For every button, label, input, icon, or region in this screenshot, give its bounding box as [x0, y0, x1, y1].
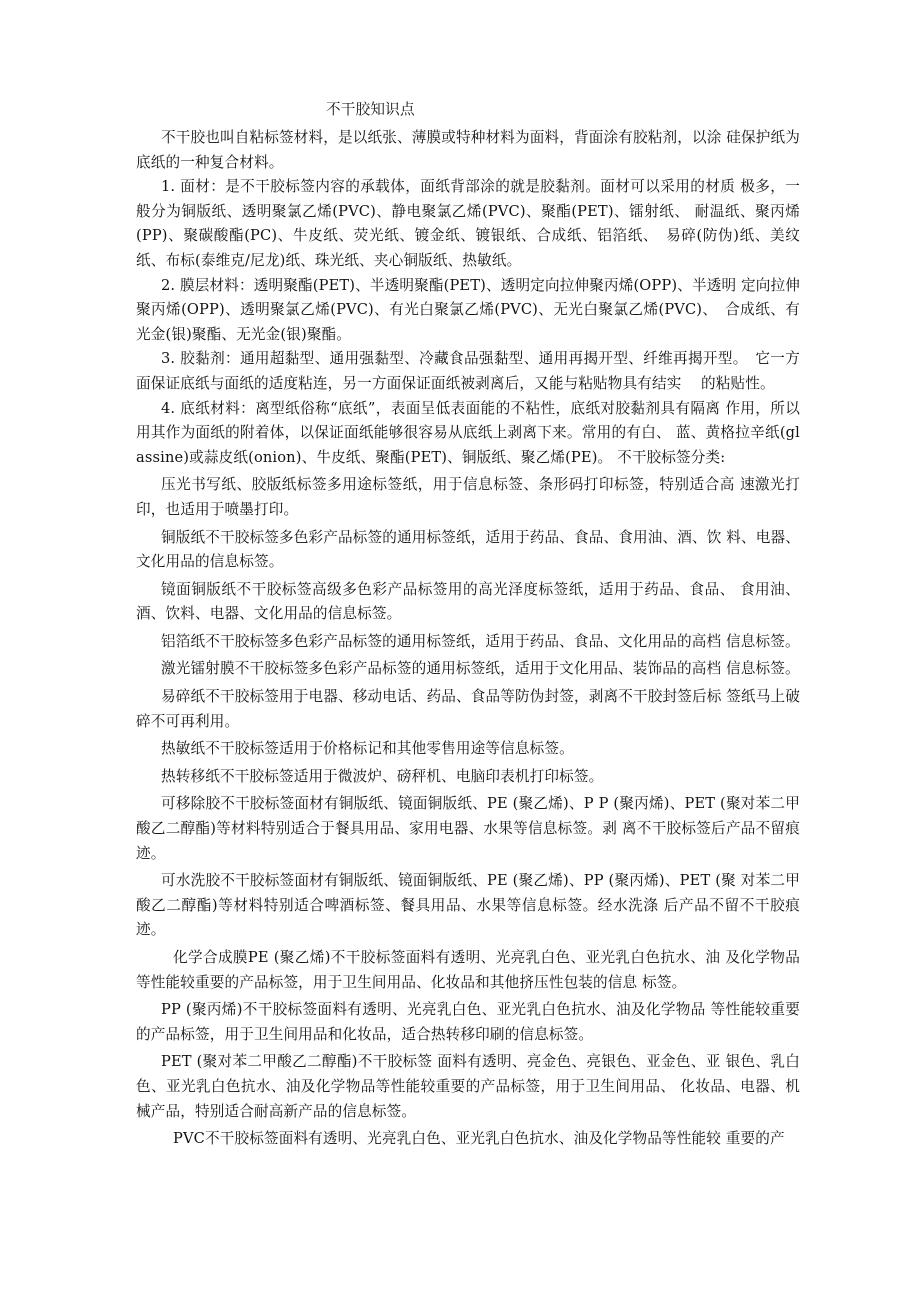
- paragraph-pvc-label: PVC不干胶标签面料有透明、光亮乳白色、亚光乳白色抗水、油及化学物品等性能较 重要的产: [173, 1130, 785, 1148]
- document-page: [136, 98, 800, 1152]
- paragraph-removable-label: 可移除胶不干胶标签面材有铜版纸、镜面铜版纸、PE (聚乙烯)、P P (聚丙烯)、PET (聚对苯二甲酸乙二醇酯)等材料特别适合于餐具用品、家用电器、水果等信息标签。剥 离不干胶标签后产品不留痕迹。: [136, 795, 800, 862]
- paragraph-fragile-label: 易碎纸不干胶标签用于电器、移动电话、药品、食品等防伪封签，剥离不干胶封签后标 签纸马上破碎不可再利用。: [136, 688, 800, 730]
- paragraph-thermal-label: 热敏纸不干胶标签适用于价格标记和其他零售用途等信息标签。: [161, 740, 574, 758]
- paragraph-laser-film-label: 激光镭射膜不干胶标签多色彩产品标签的通用标签纸，适用于文化用品、装饰品的高档 信息标签。: [161, 660, 800, 678]
- paragraph-coated-paper-label: 铜版纸不干胶标签多色彩产品标签的通用标签纸，适用于药品、食品、食用油、酒、饮 料、电器、文化用品的信息标签。: [136, 528, 800, 571]
- paragraph-film-material: 2. 膜层材料：透明聚酯(PET)、半透明聚酯(PET)、透明定向拉伸聚丙烯(OPP)、半透明 定向拉伸聚丙烯(OPP)、透明聚氯乙烯(PVC)、有光白聚氯乙烯(PVC)、无光白聚氯乙烯(PVC)、 合成纸、有光金(银)聚酯、无光金(银)聚酯。: [136, 276, 800, 343]
- paragraph-foil-label: 铝箔纸不干胶标签多色彩产品标签的通用标签纸，适用于药品、食品、文化用品的高档 信息标签。: [161, 632, 800, 650]
- paragraph-pe-label: 化学合成膜PE (聚乙烯)不干胶标签面料有透明、光亮乳白色、亚光乳白色抗水、油 及化学物品等性能较重要的产品标签，用于卫生间用品、化妆品和其他挤压性包装的信息 标签。: [136, 949, 800, 991]
- paragraph-thermal-transfer-label: 热转移纸不干胶标签适用于微波炉、磅秤机、电脑印表机打印标签。: [161, 767, 604, 785]
- paragraph-pet-label: PET (聚对苯二甲酸乙二醇酯)不干胶标签 面料有透明、亮金色、亮银色、亚金色、亚 银色、乳白色、亚光乳白色抗水、油及化学物品等性能较重要的产品标签，用于卫生间用品、 化妆品、电器、机械产品，特别适合耐高新产品的信息标签。: [136, 1053, 800, 1120]
- paragraph-adhesive: 3. 胶黏剂：通用超黏型、通用强黏型、冷藏食品强黏型、通用再揭开型、纤维再揭开型。 它一方面保证底纸与面纸的适度粘连，另一方面保证面纸被剥离后，又能与粘贴物具有结实 的粘贴性。: [136, 350, 800, 392]
- paragraph-washable-label: 可水洗胶不干胶标签面材有铜版纸、镜面铜版纸、PE (聚乙烯)、PP (聚丙烯)、PET (聚 对苯二甲酸乙二醇酯)等材料特别适合啤酒标签、餐具用品、水果等信息标签。经水洗涤 后产品不留不干胶痕迹。: [136, 872, 800, 939]
- paragraph-intro: 不干胶也叫自粘标签材料，是以纸张、薄膜或特种材料为面料，背面涂有胶粘剂，以涂 硅保护纸为底纸的一种复合材料。: [136, 129, 800, 171]
- paragraph-face-material: 1. 面材：是不干胶标签内容的承载体，面纸背部涂的就是胶黏剂。面材可以采用的材质 极多，一般分为铜版纸、透明聚氯乙烯(PVC)、静电聚氯乙烯(PVC)、聚酯(PET)、镭射纸、 耐温纸、聚丙烯(PP)、聚碳酸酯(PC)、牛皮纸、荧光纸、镀金纸、镀银纸、合成纸、铝箔纸、 易碎(防伪)纸、美纹纸、布标(泰维克/尼龙)纸、珠光纸、夹心铜版纸、热敏纸。: [136, 178, 800, 269]
- paragraph-backing-paper: 4. 底纸材料：离型纸俗称“底纸”，表面呈低表面能的不粘性，底纸对胶黏剂具有隔离 作用，所以用其作为面纸的附着体，以保证面纸能够很容易从底纸上剥离下来。常用的有白、 蓝、黄格拉辛纸(glassine)或蒜皮纸(onion)、牛皮纸、聚酯(PET)、铜版纸、聚乙烯(PE)。 不干胶标签分类:: [136, 399, 800, 466]
- paragraph-mirror-coated-label: 镜面铜版纸不干胶标签高级多色彩产品标签用的高光泽度标签纸，适用于药品、食品、 食用油、酒、饮料、电器、文化用品的信息标签。: [136, 580, 800, 623]
- document-title: 不干胶知识点: [326, 101, 415, 118]
- paragraph-writing-paper-label: 压光书写纸、胶版纸标签多用途标签纸，用于信息标签、条形码打印标签，特别适合高 速激光打印，也适用于喷墨打印。: [136, 476, 800, 518]
- paragraph-pp-label: PP (聚丙烯)不干胶标签面料有透明、光亮乳白色、亚光乳白色抗水、油及化学物品 等性能较重要的产品标签，用于卫生间用品和化妆品，适合热转移印刷的信息标签。: [136, 1001, 800, 1043]
